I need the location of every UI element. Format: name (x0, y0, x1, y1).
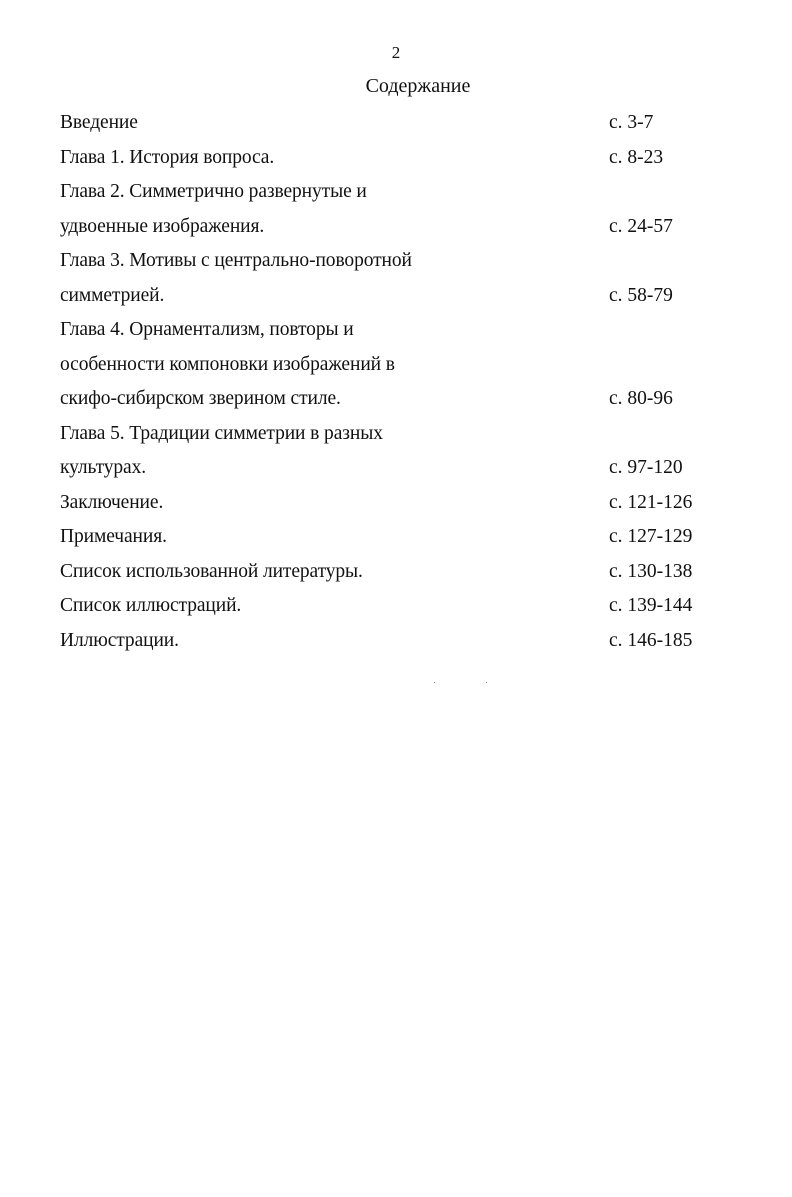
toc-entry (60, 175, 720, 244)
toc-entry-title-line: симметрией. (60, 284, 165, 306)
toc-entry (60, 624, 720, 659)
toc-entry (60, 520, 720, 555)
toc-entry-pages: с. 127-129 (609, 526, 693, 547)
toc-entry-pages: с. 80-96 (609, 388, 673, 409)
toc-entry-pages: с. 3-7 (609, 112, 654, 133)
scan-speck (434, 682, 435, 683)
page-title: Содержание (365, 75, 471, 97)
table-of-contents (60, 106, 720, 658)
toc-entry (60, 589, 720, 624)
toc-entry (60, 244, 720, 313)
toc-entry-title-line: Заключение. (60, 491, 164, 513)
toc-entry-title-line: Примечания. (60, 526, 167, 547)
toc-entry-pages: с. 58-79 (609, 284, 673, 306)
toc-entry (60, 555, 720, 590)
toc-entry-title-line: Список иллюстраций. (60, 595, 242, 616)
toc-entry (60, 486, 720, 521)
toc-entry-pages: с. 130-138 (609, 560, 693, 582)
toc-entry-pages: с. 97-120 (609, 457, 683, 478)
toc-entry-title-line: Список использованной литературы. (60, 560, 363, 582)
toc-entry-title-line: Глава 2. Симметрично развернутые и (60, 181, 367, 202)
toc-entry-title-line: Глава 1. История вопроса. (60, 146, 275, 168)
toc-entry (60, 141, 720, 176)
toc-entry (60, 417, 720, 486)
toc-entry-title-line: Глава 5. Традиции симметрии в разных (60, 422, 383, 444)
toc-entry-pages: с. 139-144 (609, 595, 693, 616)
toc-entry-pages: с. 121-126 (609, 491, 693, 513)
toc-entry (60, 106, 720, 141)
scan-speck (486, 682, 487, 683)
toc-entry-title-line: Глава 3. Мотивы с центрально-поворотной (60, 250, 412, 271)
page-number: 2 (391, 43, 401, 62)
toc-entry-pages: с. 24-57 (609, 215, 673, 237)
toc-entry (60, 313, 720, 417)
toc-entry-title-line: Глава 4. Орнаментализм, повторы и (60, 319, 354, 340)
toc-entry-title-line: скифо-сибирском зверином стиле. (60, 388, 341, 409)
toc-entry-title-line: культурах. (60, 457, 147, 478)
toc-entry-title-line: особенности компоновки изображений в (60, 353, 395, 375)
toc-entry-pages: с. 8-23 (609, 146, 664, 168)
toc-entry-title-line: Введение (60, 112, 138, 133)
toc-entry-title-line: Иллюстрации. (60, 629, 179, 651)
toc-entry-title-line: удвоенные изображения. (60, 215, 265, 237)
toc-entry-pages: с. 146-185 (609, 629, 693, 651)
